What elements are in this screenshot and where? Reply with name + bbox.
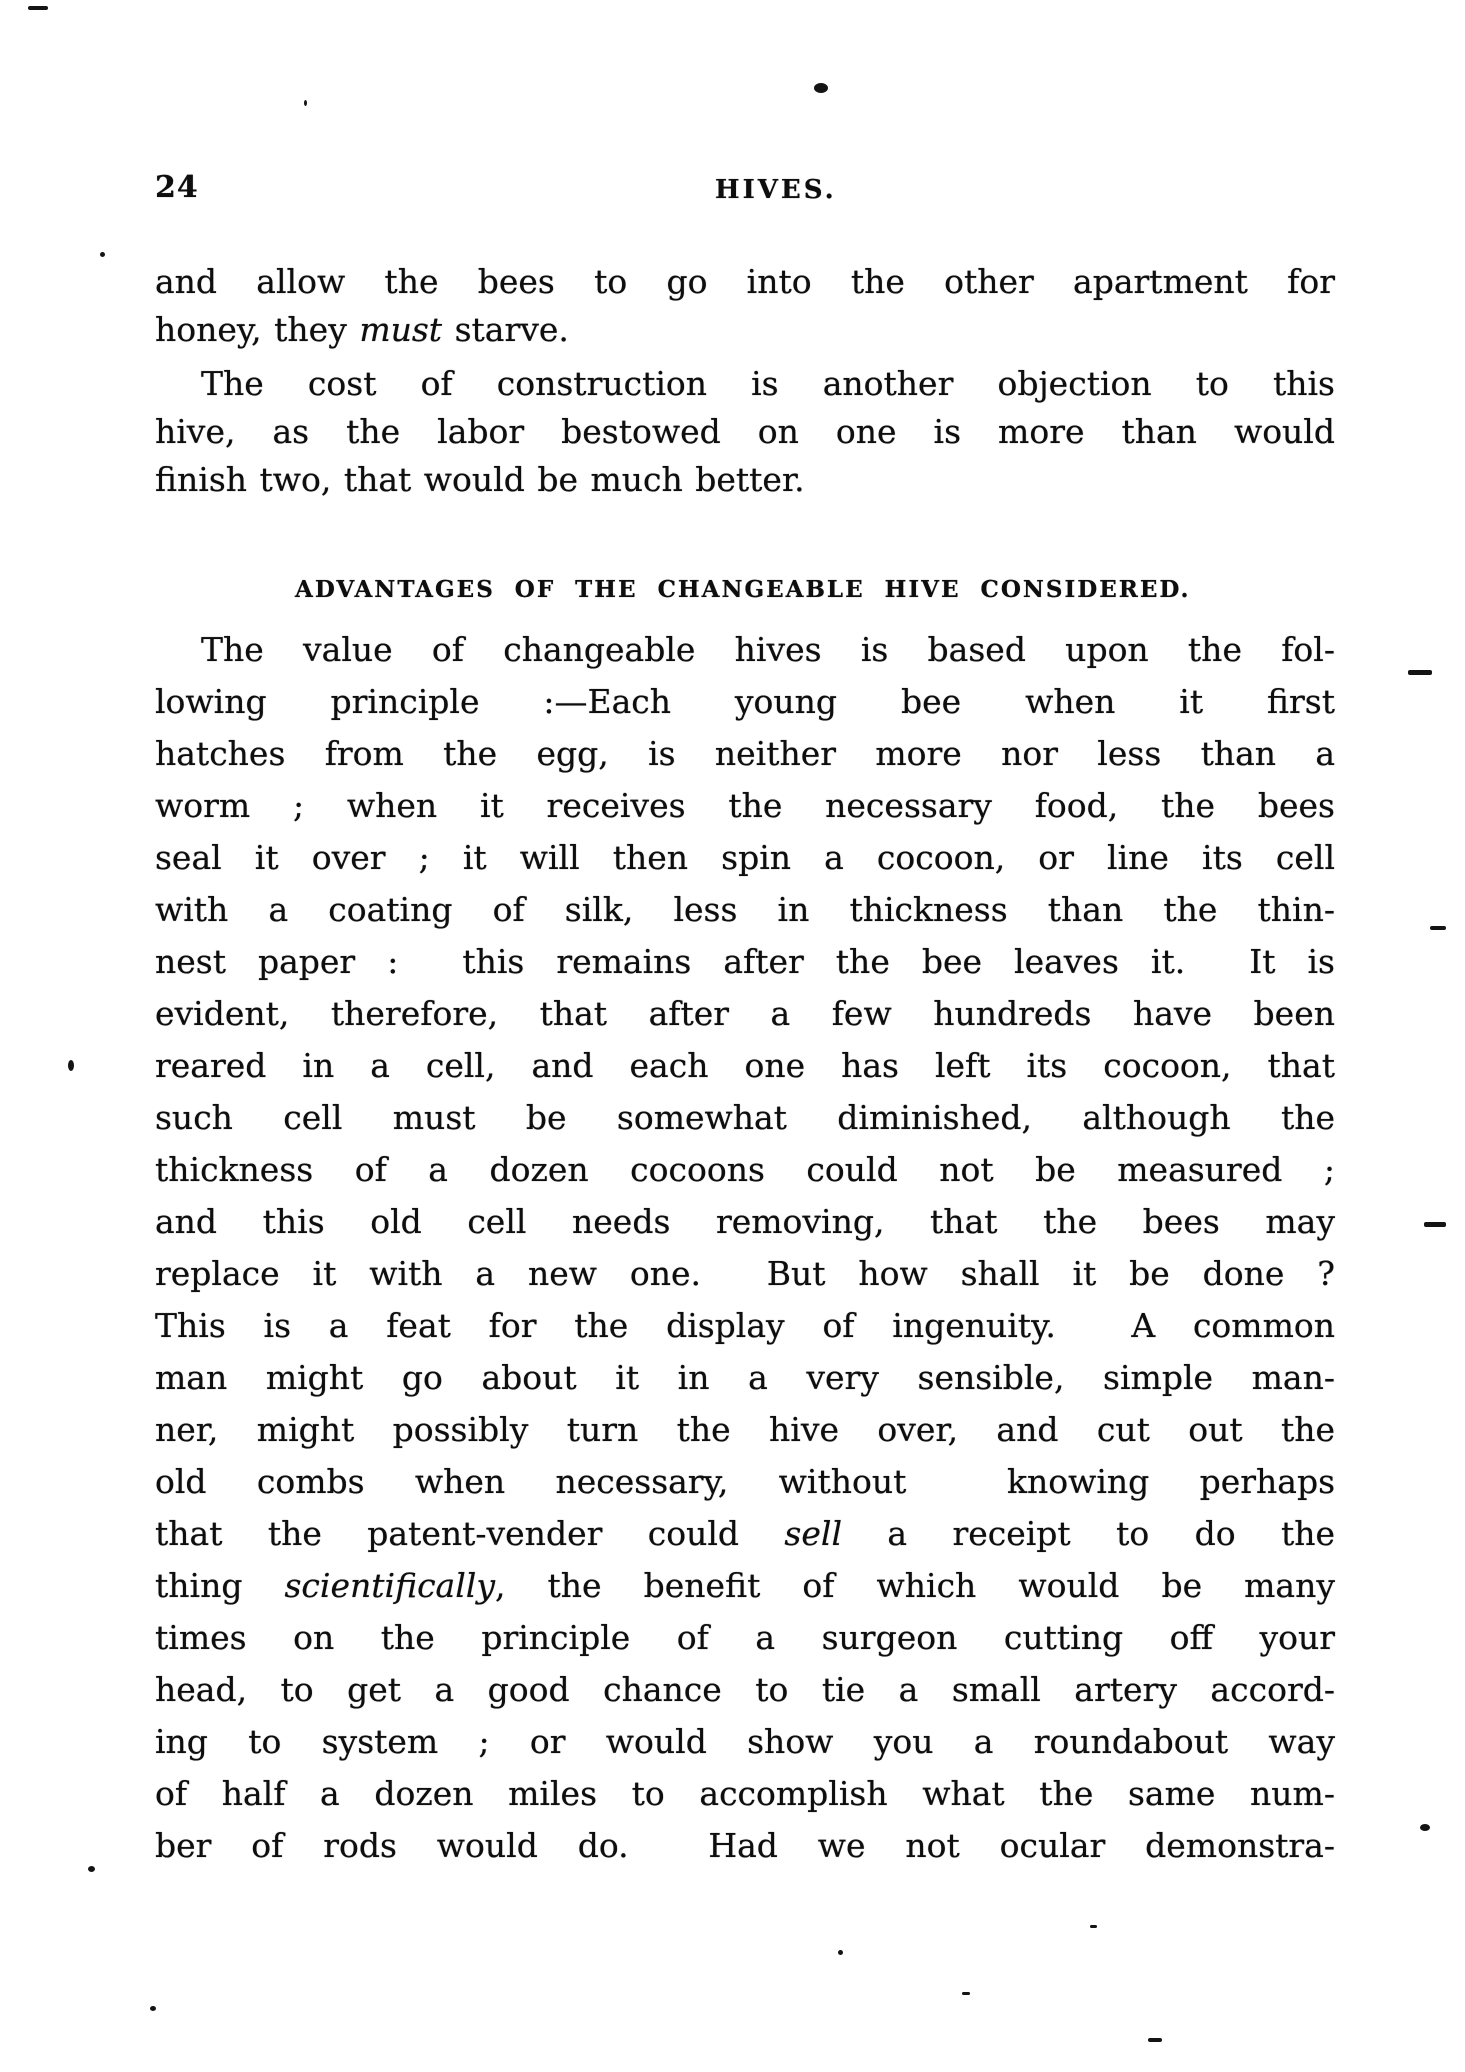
scan-speck: [150, 2006, 156, 2011]
scan-speck: [1430, 926, 1446, 930]
scan-speck: [814, 83, 828, 93]
scan-speck: [304, 100, 307, 106]
text-line: [155, 1196, 1335, 1248]
scan-speck: [1090, 1925, 1097, 1928]
text-line: [155, 1144, 1335, 1196]
italic-text-segment: scientifically: [284, 1566, 495, 1605]
text-segment: The value of changeable hives is based upon the fol-: [201, 630, 1335, 669]
text-line: [155, 728, 1335, 780]
text-segment: honey, they: [155, 310, 360, 349]
text-line: [155, 624, 1335, 676]
text-segment: This is a feat for the display of ingenuity. A common: [155, 1306, 1335, 1345]
text-line: [155, 1560, 1335, 1612]
page-number: 24: [155, 170, 199, 205]
text-segment: and allow the bees to go into the other apartment for: [155, 262, 1335, 301]
intro-paragraphs: [155, 258, 1335, 504]
text-segment: that the patent-vender could: [155, 1514, 785, 1553]
section-paragraphs: [155, 624, 1335, 1872]
text-line: [155, 1404, 1335, 1456]
text-line: [155, 1352, 1335, 1404]
text-segment: hive, as the labor bestowed on one is more than would: [155, 412, 1335, 451]
text-line: [155, 1612, 1335, 1664]
text-line: [155, 360, 1335, 408]
text-line: [155, 1248, 1335, 1300]
text-segment: seal it over ; it will then spin a cocoon, or line its cell: [155, 838, 1335, 877]
text-line: [155, 988, 1335, 1040]
text-segment: thickness of a dozen cocoons could not be measured ;: [155, 1150, 1335, 1189]
text-line: [155, 936, 1335, 988]
text-segment: , the benefit of which would be many: [495, 1566, 1336, 1605]
text-segment: worm ; when it receives the necessary food, the bees: [155, 786, 1335, 825]
scan-speck: [1424, 1222, 1446, 1227]
text-line: [155, 1300, 1335, 1352]
text-segment: finish two, that would be much better.: [155, 460, 805, 499]
scan-speck: [88, 1866, 95, 1872]
text-segment: times on the principle of a surgeon cutting off your: [155, 1618, 1335, 1657]
text-line: [155, 1456, 1335, 1508]
text-segment: and this old cell needs removing, that the bees may: [155, 1202, 1335, 1241]
text-line: [155, 884, 1335, 936]
text-line: [155, 676, 1335, 728]
text-line: [155, 1716, 1335, 1768]
text-segment: man might go about it in a very sensible, simple man-: [155, 1358, 1335, 1397]
scan-speck: [1408, 670, 1432, 675]
scan-speck: [100, 252, 105, 257]
text-segment: head, to get a good chance to tie a small artery accord-: [155, 1670, 1335, 1709]
paragraph: [155, 624, 1335, 1872]
text-segment: starve.: [442, 310, 569, 349]
text-segment: with a coating of silk, less in thickness than the thin-: [155, 890, 1335, 929]
text-segment: of half a dozen miles to accomplish what the same num-: [155, 1774, 1335, 1813]
paragraph: [155, 360, 1335, 504]
text-line: [155, 1820, 1335, 1872]
scan-speck: [1420, 1824, 1430, 1831]
text-segment: thing: [155, 1566, 285, 1605]
text-segment: nest paper : this remains after the bee leaves it. It is: [155, 942, 1335, 981]
text-segment: hatches from the egg, is neither more nor less than a: [155, 734, 1335, 773]
text-line: [155, 408, 1335, 456]
text-line: [155, 1092, 1335, 1144]
scan-speck: [962, 1992, 970, 1995]
text-line: [155, 306, 1335, 354]
text-line: [155, 1040, 1335, 1092]
text-segment: lowing principle :—Each young bee when it first: [155, 682, 1335, 721]
text-line: [155, 1664, 1335, 1716]
text-segment: The cost of construction is another objection to this: [201, 364, 1335, 403]
italic-text-segment: sell: [784, 1514, 842, 1553]
text-segment: reared in a cell, and each one has left its cocoon, that: [155, 1046, 1335, 1085]
text-segment: ber of rods would do. Had we not ocular demonstra-: [155, 1826, 1335, 1865]
text-column: [155, 170, 1335, 1872]
running-title: HIVES.: [715, 175, 837, 205]
text-line: [155, 832, 1335, 884]
text-segment: evident, therefore, that after a few hundreds have been: [155, 994, 1335, 1033]
text-line: [155, 258, 1335, 306]
text-segment: a receipt to do the: [842, 1514, 1336, 1553]
text-line: [155, 456, 1335, 504]
scan-speck: [68, 1060, 74, 1071]
text-segment: such cell must be somewhat diminished, although the: [155, 1098, 1335, 1137]
text-segment: ing to system ; or would show you a roundabout way: [155, 1722, 1335, 1761]
italic-text-segment: must: [359, 310, 443, 349]
text-segment: old combs when necessary, without knowing perhaps: [155, 1462, 1335, 1501]
text-line: [155, 780, 1335, 832]
section-heading: ADVANTAGES OF THE CHANGEABLE HIVE CONSIDERED.: [295, 576, 1191, 603]
paragraph: [155, 258, 1335, 354]
running-header: [155, 170, 1335, 206]
scan-speck: [838, 1950, 843, 1955]
text-segment: replace it with a new one. But how shall it be done ?: [155, 1254, 1335, 1293]
scan-speck: [1148, 2038, 1162, 2042]
text-line: [155, 1768, 1335, 1820]
scan-speck: [28, 6, 48, 10]
text-segment: ner, might possibly turn the hive over, and cut out the: [155, 1410, 1335, 1449]
text-line: [155, 1508, 1335, 1560]
